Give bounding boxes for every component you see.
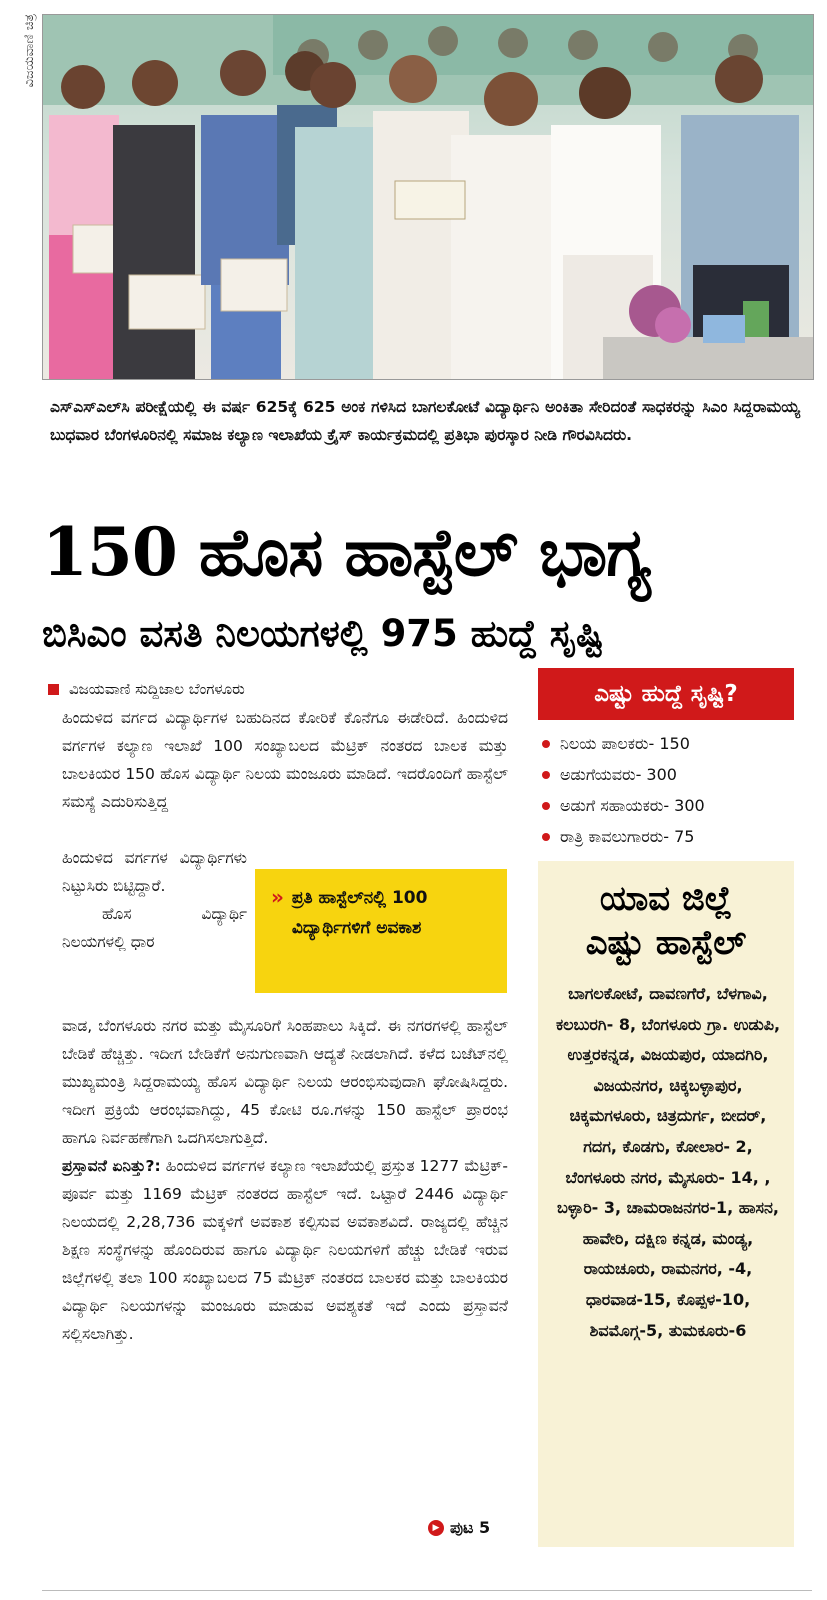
paragraph-text: ಹೊಸ ವಿದ್ಯಾರ್ಥಿ ನಿಲಯಗಳಲ್ಲಿ ಧಾರ — [62, 905, 247, 951]
bullet-icon — [542, 833, 550, 841]
list-item-label: ಅಡುಗೆ ಸಹಾಯಕರು- 300 — [560, 796, 705, 815]
continued-label: ಪುಟ 5 — [450, 1518, 491, 1537]
district-box-title-line2: ಎಷ್ಟು ಹಾಸ್ಟೆಲ್ — [585, 923, 747, 963]
photo-credit-text: ವಿಜಯವಾಣಿ ಚಿತ್ರ — [21, 14, 37, 88]
pull-quote-text: ಪ್ರತಿ ಹಾಸ್ಟೆಲ್‌ನಲ್ಲಿ 100 ವಿದ್ಯಾರ್ಥಿಗಳಿಗೆ ಅವಕಾಶ — [291, 888, 428, 938]
list-item — [540, 821, 800, 852]
bottom-divider — [42, 1590, 812, 1591]
article-paragraph-1 — [62, 704, 508, 816]
bullet-icon — [542, 771, 550, 779]
subheadline: ಬಿಸಿಎಂ ವಸತಿ ನಿಲಯಗಳಲ್ಲಿ 975 ಹುದ್ದೆ ಸೃಷ್ಟಿ — [42, 612, 604, 655]
paragraph-lead: ಪ್ರಸ್ತಾವನೆ ಏನಿತ್ತು?: — [62, 1157, 161, 1175]
district-box-body: ಬಾಗಲಕೋಟೆ, ದಾವಣಗೆರೆ, ಬೆಳಗಾವಿ, ಕಲಬುರಗಿ- 8, ಬೆಂಗಳೂರು ಗ್ರಾ. ಉಡುಪಿ, ಉತ್ತರಕನ್ನಡ, ವಿಜಯಪುರ, ಯಾದಗಿರಿ, ವಿಜಯನಗರ, ಚಿಕ್ಕಬಳ್ಳಾಪುರ, ಚಿಕ್ಕಮಗಳೂರು, ಚಿತ್ರದುರ್ಗ, ಬೀದರ್, ಗದಗ, ಕೊಡಗು, ಕೋಲಾರ- 2, ಬೆಂಗಳೂರು ನಗರ, ಮೈಸೂರು- 14, , ಬಳ್ಳಾರಿ- 3, ಚಾಮರಾಜನಗರ-1, ಹಾಸನ, ಹಾವೇರಿ, ದಕ್ಷಿಣ ಕನ್ನಡ, ಮಂಡ್ಯ, ರಾಯಚೂರು, ರಾಮನಗರ, -4, ಧಾರವಾಡ-15, ಕೊಪ್ಪಳ-10, ಶಿವಮೊಗ್ಗ-5, ತುಮಕೂರು-6 — [555, 984, 781, 1340]
bullet-icon — [542, 740, 550, 748]
photo-caption: ಎಸ್‌ಎಸ್‌ಎಲ್‌ಸಿ ಪರೀಕ್ಷೆಯಲ್ಲಿ ಈ ವರ್ಷ 625ಕ್ಕೆ 625 ಅಂಕ ಗಳಿಸಿದ ಬಾಗಲಕೋಟೆ ವಿದ್ಯಾರ್ಥಿನಿ ಅಂಕಿತಾ ಸೇರಿದಂತೆ ಸಾಧಕರನ್ನು ಸಿಎಂ ಸಿದ್ದರಾಮಯ್ಯ ಬುಧವಾರ ಬೆಂಗಳೂರಿನಲ್ಲಿ ಸಮಾಜ ಕಲ್ಯಾಣ ಇಲಾಖೆಯ ಕ್ರೈಸ್ ಕಾರ್ಯಕ್ರಮದಲ್ಲಿ ಪ್ರತಿಭಾ ಪುರಸ್ಕಾರ ನೀಡಿ ಗೌರವಿಸಿದರು. — [50, 398, 800, 444]
list-item — [540, 728, 800, 759]
list-item — [540, 759, 800, 790]
paragraph-text: ಹಿಂದುಳಿದ ವರ್ಗಗಳ ವಿದ್ಯಾರ್ಥಿಗಳು ನಿಟ್ಟುಸಿರು ಬಿಟ್ಟಿದ್ದಾರೆ. — [62, 849, 247, 895]
paragraph-text: ವಾಡ, ಬೆಂಗಳೂರು ನಗರ ಮತ್ತು ಮೈಸೂರಿಗೆ ಸಿಂಹಪಾಲು ಸಿಕ್ಕಿದೆ. ಈ ನಗರಗಳಲ್ಲಿ ಹಾಸ್ಟೆಲ್ ಬೇಡಿಕೆ ಹೆಚ್ಚಿತ್ತು. ಇದೀಗ ಬೇಡಿಕೆಗೆ ಅನುಗುಣವಾಗಿ ಆದ್ಯತೆ ನೀಡಲಾಗಿದೆ. ಕಳೆದ ಬಜೆಟ್‌ನಲ್ಲಿ ಮುಖ್ಯಮಂತ್ರಿ ಸಿದ್ದರಾಮಯ್ಯ ಹೊಸ ವಿದ್ಯಾರ್ಥಿ ನಿಲಯ ಆರಂಭಿಸುವುದಾಗಿ ಘೋಷಿಸಿದ್ದರು. ಇದೀಗ ಪ್ರಕ್ರಿಯೆ ಆರಂಭವಾಗಿದ್ದು, 45 ಕೋಟಿ ರೂ.ಗಳನ್ನು 150 ಹಾಸ್ಟೆಲ್ ಪ್ರಾರಂಭ ಹಾಗೂ ನಿರ್ವಹಣೆಗಾಗಿ ಒದಗಿಸಲಾಗುತ್ತಿದೆ. — [62, 1017, 508, 1147]
list-item-label: ಅಡುಗೆಯವರು- 300 — [560, 765, 677, 784]
paragraph-text: ಹಿಂದುಳಿದ ವರ್ಗಗಳ ಕಲ್ಯಾಣ ಇಲಾಖೆಯಲ್ಲಿ ಪ್ರಸ್ತುತ 1277 ಮೆಟ್ರಿಕ್- ಪೂರ್ವ ಮತ್ತು 1169 ಮೆಟ್ರಿಕ್ ನಂತರದ ಹಾಸ್ಟೆಲ್ ಇದೆ. ಒಟ್ಟಾರೆ 2446 ವಿದ್ಯಾರ್ಥಿ ನಿಲಯದಲ್ಲಿ 2,28,736 ಮಕ್ಕಳಿಗೆ ಅವಕಾಶ ಕಲ್ಪಿಸುವ ಅವಕಾಶವಿದೆ. ರಾಜ್ಯದಲ್ಲಿ ಹೆಚ್ಚಿನ ಶಿಕ್ಷಣ ಸಂಸ್ಥೆಗಳನ್ನು ಹೊಂದಿರುವ ಹಾಗೂ ವಿದ್ಯಾರ್ಥಿ ನಿಲಯಗಳಿಗೆ ಹೆಚ್ಚು ಬೇಡಿಕೆ ಇರುವ ಜಿಲ್ಲೆಗಳಲ್ಲಿ ತಲಾ 100 ಸಂಖ್ಯಾಬಲದ 75 ಮೆಟ್ರಿಕ್ ನಂತರದ ಬಾಲಕರ ಮತ್ತು ಬಾಲಕಿಯರ ವಿದ್ಯಾರ್ಥಿ ನಿಲಯಗಳನ್ನು ಮಂಜೂರು ಮಾಡುವ ಅವಶ್ಯಕತೆ ಇದೆ ಎಂದು ಪ್ರಸ್ತಾವನೆ ಸಲ್ಲಿಸಲಾಗಿತ್ತು. — [62, 1157, 508, 1343]
byline-square-icon — [48, 684, 59, 695]
chevron-right-icon: » — [271, 885, 284, 909]
play-icon: ▶ — [428, 1520, 444, 1536]
article-body-continued — [62, 1012, 508, 1348]
list-item-label: ರಾತ್ರಿ ಕಾವಲುಗಾರರು- 75 — [560, 827, 695, 846]
photo-credit — [18, 14, 40, 374]
list-item — [540, 790, 800, 821]
paragraph-text: ಹಿಂದುಳಿದ ವರ್ಗದ ವಿದ್ಯಾರ್ಥಿಗಳ ಬಹುದಿನದ ಕೋರಿಕೆ ಕೊನೆಗೂ ಈಡೇರಿದೆ. ಹಿಂದುಳಿದ ವರ್ಗಗಳ ಕಲ್ಯಾಣ ಇಲಾಖೆ 100 ಸಂಖ್ಯಾಬಲದ ಮೆಟ್ರಿಕ್ ನಂತರದ ಬಾಲಕ ಮತ್ತು ಬಾಲಕಿಯರ 150 ಹೊಸ ವಿದ್ಯಾರ್ಥಿ ನಿಲಯ ಮಂಜೂರು ಮಾಡಿದೆ. ಇದರೊಂದಿಗೆ ಹಾಸ್ಟೆಲ್ ಸಮಸ್ಯೆ ಎದುರಿಸುತ್ತಿದ್ದ — [62, 709, 508, 811]
byline — [48, 676, 245, 702]
posts-list — [540, 728, 800, 852]
district-box — [538, 861, 794, 1547]
posts-box-title: ಎಷ್ಟು ಹುದ್ದೆ ಸೃಷ್ಟಿ? — [538, 668, 794, 720]
paragraph-proposal — [62, 1152, 508, 1348]
pull-quote — [255, 869, 507, 993]
byline-text: ವಿಜಯವಾಣಿ ಸುದ್ದಿಜಾಲ ಬೆಂಗಳೂರು — [69, 680, 245, 698]
headline: 150 ಹೊಸ ಹಾಸ್ಟೆಲ್ ಭಾಗ್ಯ — [42, 513, 651, 591]
continued-link[interactable] — [428, 1514, 490, 1542]
district-box-title-line1: ಯಾವ ಜಿಲ್ಲೆ — [599, 879, 733, 919]
news-photo — [42, 14, 814, 380]
list-item-label: ನಿಲಯ ಪಾಲಕರು- 150 — [560, 734, 690, 753]
bullet-icon — [542, 802, 550, 810]
award-ceremony-illustration — [43, 15, 813, 379]
article-wrap-column — [62, 844, 247, 956]
district-box-title — [538, 877, 794, 965]
